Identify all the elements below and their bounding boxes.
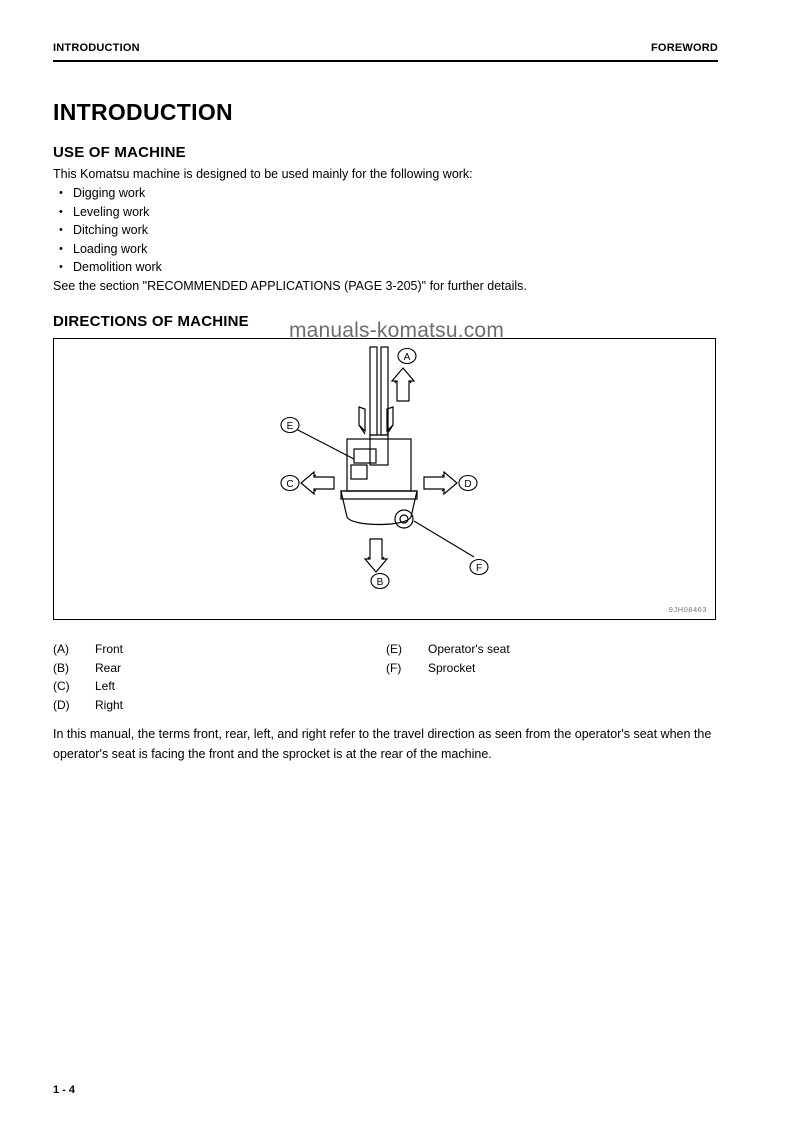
figure-code: 9JH08463 — [668, 605, 707, 614]
callout-e-label: E — [286, 421, 294, 432]
legend-item — [386, 659, 510, 678]
list-item: • Leveling work — [57, 203, 162, 222]
legend-label: Left — [95, 679, 116, 693]
legend-key: (E) — [386, 642, 402, 656]
legend-column-right — [386, 640, 510, 677]
page-number: 1 - 4 — [53, 1084, 76, 1096]
legend-key: (B) — [53, 660, 69, 675]
machine-directions-figure — [53, 338, 716, 620]
legend-key: (D) — [53, 697, 70, 712]
callout-f-label: F — [475, 563, 483, 574]
legend-item — [53, 659, 123, 678]
callout-a-label: A — [403, 352, 411, 363]
watermark: manuals-komatsu.com — [288, 319, 505, 342]
legend-label: Front — [95, 642, 124, 656]
header-divider — [53, 60, 718, 62]
legend-label: Rear — [95, 660, 122, 675]
callout-d-label: D — [464, 479, 472, 490]
list-item: • Digging work — [57, 184, 162, 203]
page-title: INTRODUCTION — [53, 99, 233, 125]
legend-key: (F) — [386, 660, 402, 675]
legend-key: (A) — [53, 642, 69, 656]
use-of-machine-list — [57, 184, 162, 277]
callout-b-label: B — [376, 577, 384, 588]
list-item: • Demolition work — [57, 258, 162, 277]
list-item: • Loading work — [57, 240, 162, 259]
legend-key: (C) — [53, 679, 70, 693]
use-of-machine-intro: This Komatsu machine is designed to be used mainly for the following work: — [53, 167, 473, 181]
see-section-note: See the section "RECOMMENDED APPLICATIONS (PAGE 3-205)" for further details. — [53, 279, 527, 293]
legend-label: Right — [95, 697, 124, 712]
section-heading-use-of-machine: USE OF MACHINE — [53, 144, 186, 161]
legend-item — [53, 696, 123, 715]
excavator-diagram-svg — [54, 339, 715, 619]
legend-label: Operator's seat — [428, 642, 510, 656]
callout-c-label: C — [286, 479, 294, 490]
running-head-right: FOREWORD — [651, 42, 718, 54]
closing-paragraph: In this manual, the terms front, rear, left, and right refer to the travel direction as seen from the operator's seat when the operator's seat is facing the front and the sprocket is at the rear of the machine. — [53, 727, 712, 761]
running-head — [53, 42, 718, 54]
running-head-left: INTRODUCTION — [53, 42, 140, 54]
legend-label: Sprocket — [428, 660, 476, 675]
legend-column-left — [53, 640, 123, 714]
list-item: • Ditching work — [57, 221, 162, 240]
legend-item — [386, 640, 510, 659]
section-heading-directions-of-machine: DIRECTIONS OF MACHINE — [53, 313, 249, 330]
legend-item — [53, 640, 123, 659]
legend-item — [53, 677, 123, 696]
